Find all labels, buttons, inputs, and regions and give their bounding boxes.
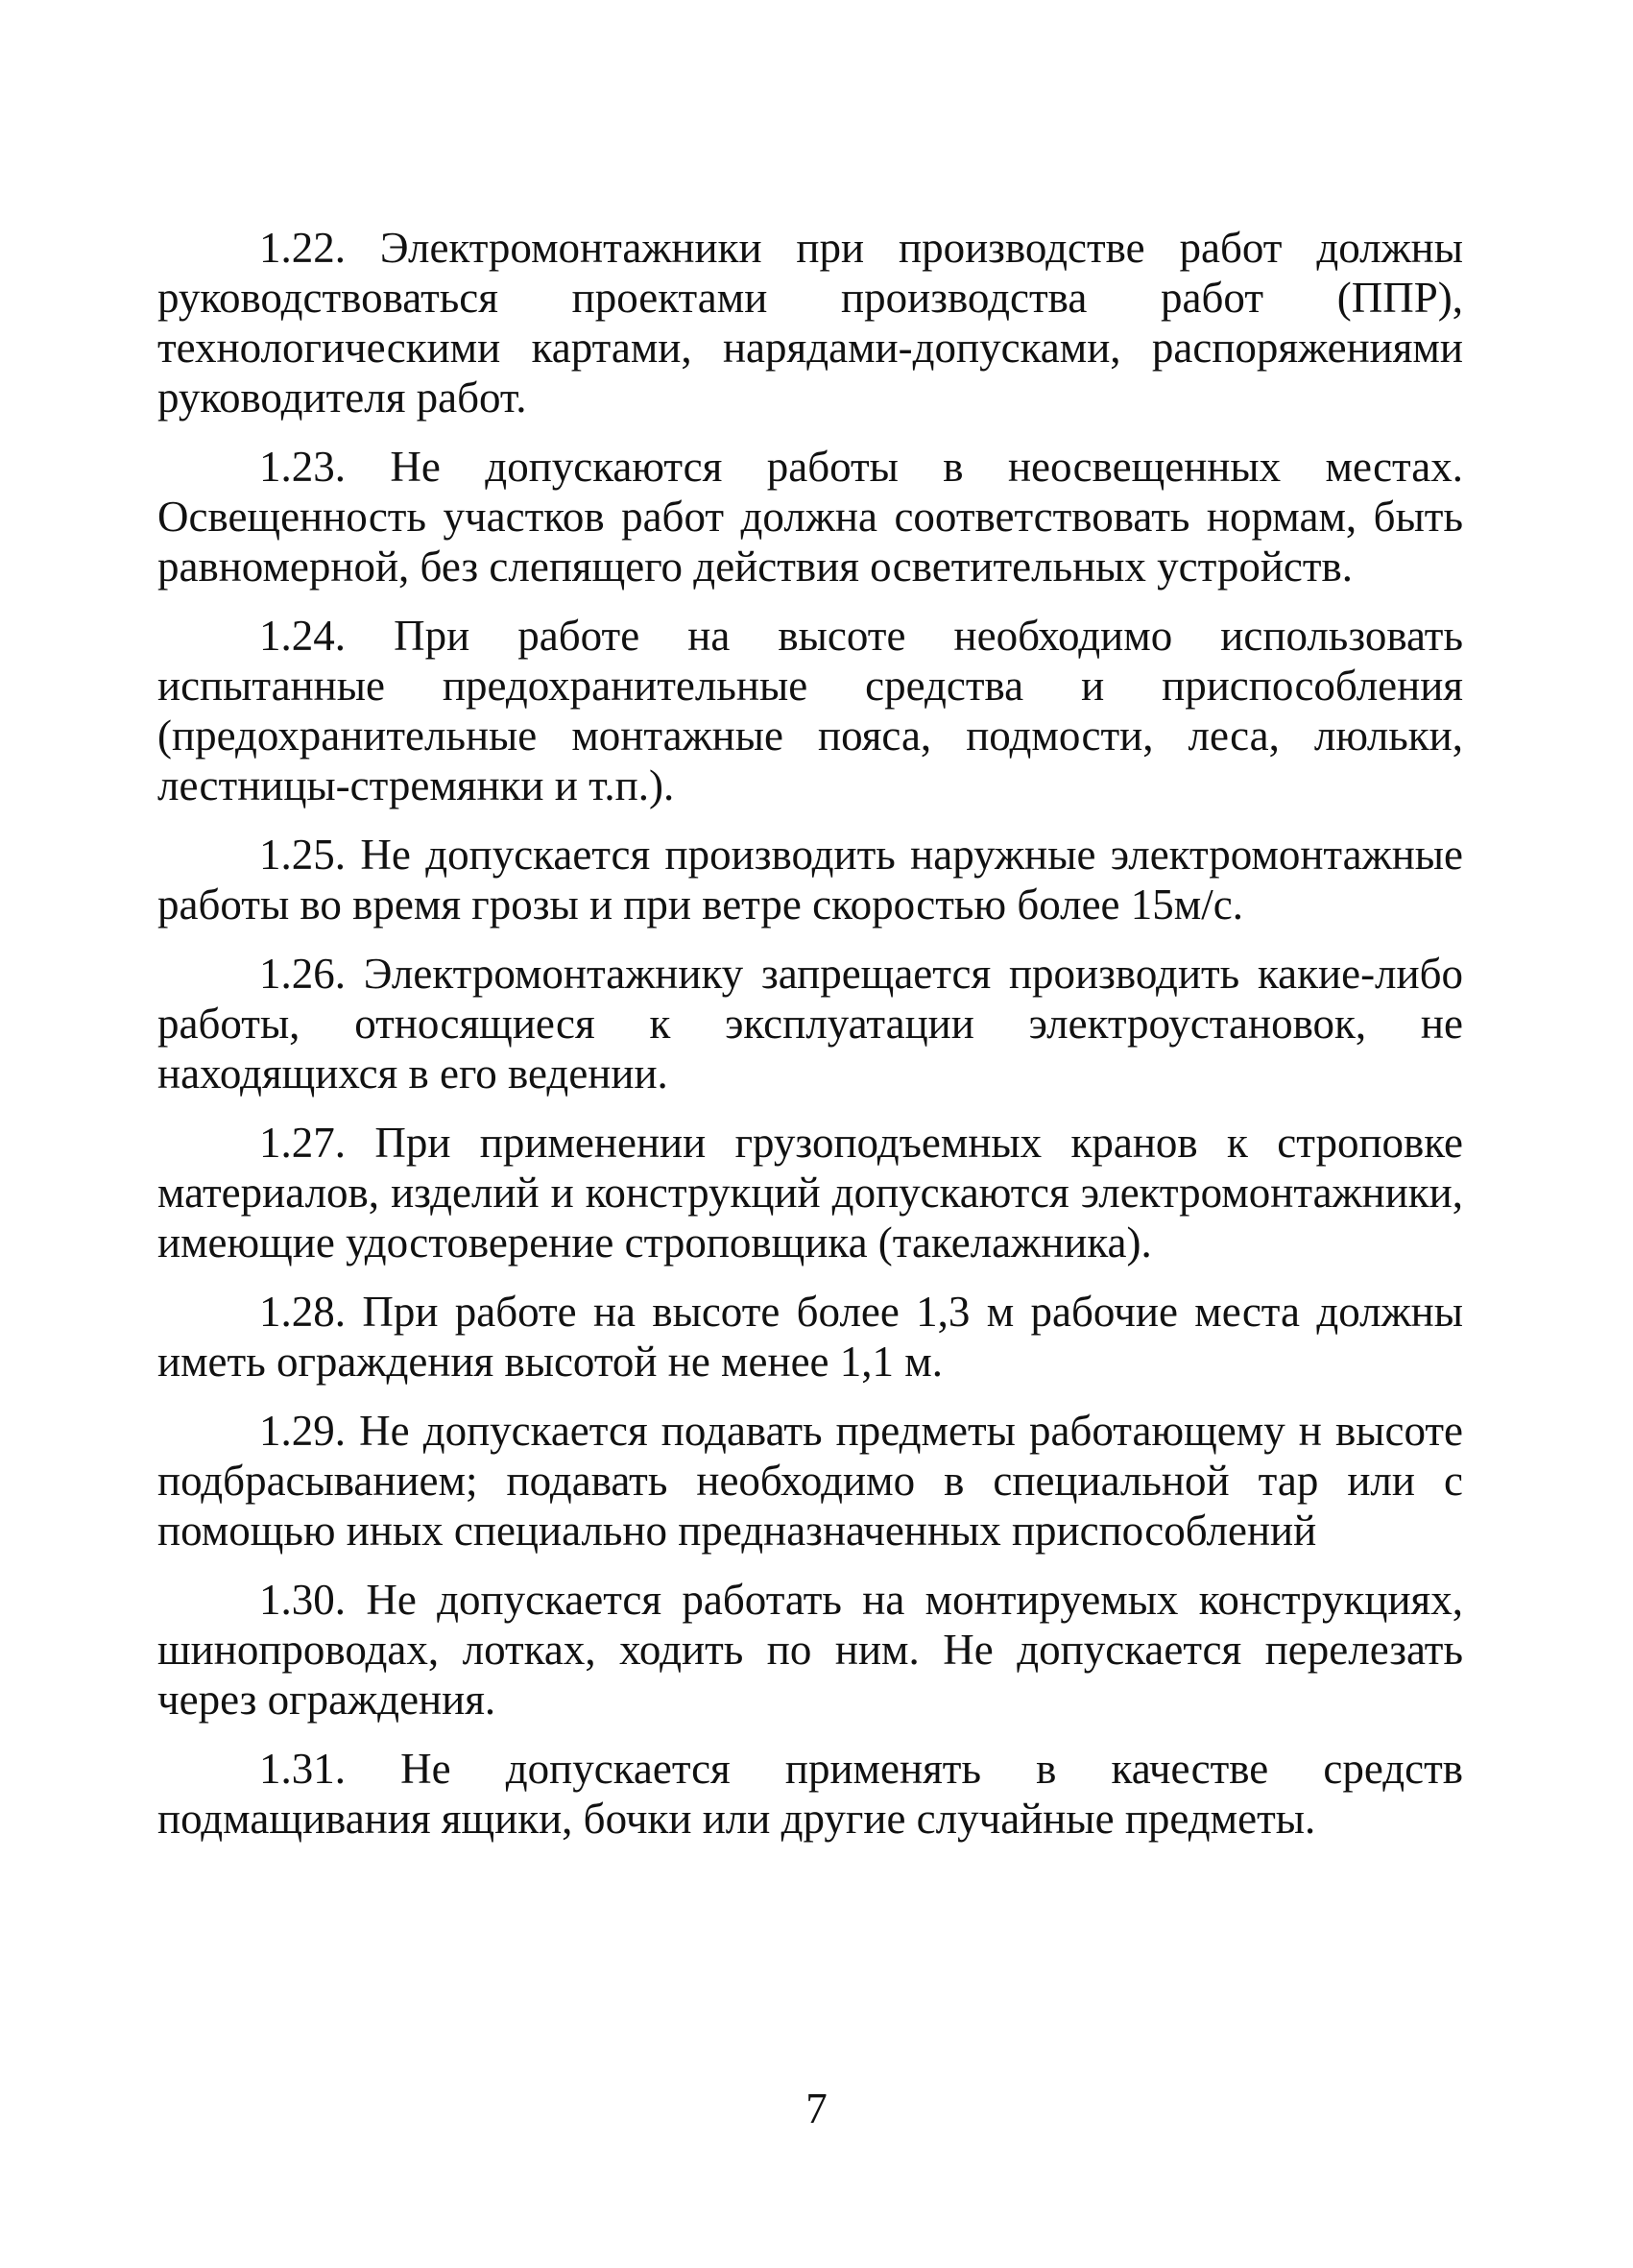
paragraph-1-29: 1.29. Не допускается подавать предметы работающему н высоте подбрасыванием; подавать необходимо в специальной тар или с помощью иных специально предназначенных приспособлений (157, 1407, 1463, 1555)
paragraph-1-27: 1.27. При применении грузоподъемных кранов к строповке материалов, изделий и конструкций допускаются электромонтажники, имеющие удостоверение строповщика (такелажника). (157, 1119, 1463, 1267)
paragraph-1-25: 1.25. Не допускается производить наружные электромонтажные работы во время грозы и при ветре скоростью более 15м/с. (157, 831, 1463, 929)
document-body (157, 223, 1463, 1863)
paragraph-1-26: 1.26. Электромонтажнику запрещается производить какие-либо работы, относящиеся к эксплуатации электроустановок, не находящихся в его ведении. (157, 950, 1463, 1098)
paragraph-1-30: 1.30. Не допускается работать на монтируемых конструкциях, шинопроводах, лотках, ходить по ним. Не допускается перелезать через ограждения. (157, 1576, 1463, 1724)
paragraph-1-28: 1.28. При работе на высоте более 1,3 м рабочие места должны иметь ограждения высотой не менее 1,1 м. (157, 1288, 1463, 1386)
paragraph-1-23: 1.23. Не допускаются работы в неосвещенных местах. Освещенность участков работ должна соответствовать нормам, быть равномерной, без слепящего действия осветительных устройств. (157, 443, 1463, 591)
paragraph-1-24: 1.24. При работе на высоте необходимо использовать испытанные предохранительные средства и приспособления (предохранительные монтажные пояса, подмости, леса, люльки, лестницы-стремянки и т.п.). (157, 612, 1463, 809)
paragraph-1-22: 1.22. Электромонтажники при производстве работ должны руководствоваться проектами производства работ (ППР), технологическими картами, нарядами-допусками, распоряжениями руководителя работ. (157, 224, 1463, 422)
paragraph-1-31: 1.31. Не допускается применять в качестве средств подмащивания ящики, бочки или другие случайные предметы. (157, 1745, 1463, 1843)
page-number: 7 (805, 2085, 828, 2133)
